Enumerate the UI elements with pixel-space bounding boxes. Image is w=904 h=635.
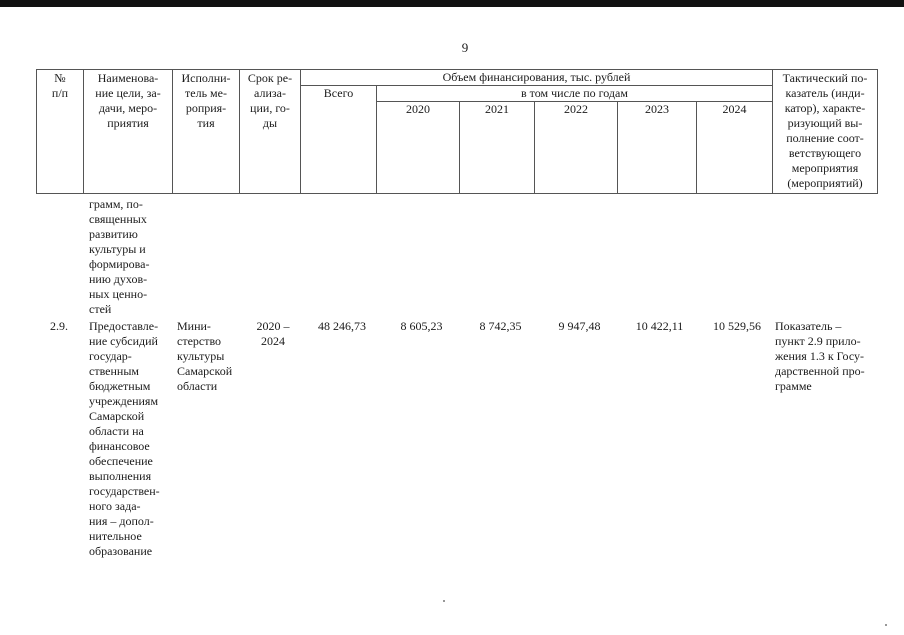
scan-speck: [885, 624, 887, 626]
row-number: 2.9.: [50, 319, 68, 333]
row-total: 48 246,73: [318, 319, 366, 333]
continuation-name-cell: грамм, по- священных развитию культуры и формирова- нию духов- ных ценно- стей: [89, 197, 150, 316]
row-indicator-cell: Показатель – пункт 2.9 прило- жения 1.3 к Госу- дарственной про- грамме: [775, 319, 865, 393]
header-year-2022: 2022: [535, 102, 618, 194]
row-value-2023: 10 422,11: [635, 319, 684, 333]
header-year-2024: 2024: [697, 102, 773, 194]
scan-speck: [443, 600, 445, 602]
row-value-2021: 8 742,35: [479, 319, 522, 333]
header-year-2023: 2023: [618, 102, 697, 194]
header-year-2020: 2020: [377, 102, 460, 194]
row-value-2020: 8 605,23: [400, 319, 443, 333]
header-period: Срок ре- ализа- ции, го- ды: [240, 70, 301, 194]
header-name: Наименова- ние цели, за- дачи, меро- приятия: [84, 70, 173, 194]
row-value-2024: 10 529,56: [713, 319, 761, 333]
table-header: [36, 69, 878, 194]
header-by-years: в том числе по годам: [377, 86, 773, 102]
header-funding: Объем финансирования, тыс. рублей: [301, 70, 773, 86]
header-indicator: Тактический по- казатель (инди- катор), характе- ризующий вы- полнение соот- ветствующего мероприятия (мероприятий): [773, 70, 878, 194]
scan-top-edge: [0, 0, 904, 7]
row-name-cell: Предоставле- ние субсидий государ- ственным бюджетным учреждениям Самарской области на финансовое обеспечение выполнения государствен- ного зада- ния – допол- нительное образование: [89, 319, 160, 558]
header-no: № п/п: [37, 70, 84, 194]
header-executor: Исполни- тель ме- роприя- тия: [173, 70, 240, 194]
header-year-2021: 2021: [460, 102, 535, 194]
row-period-cell: 2020 – 2024: [256, 319, 290, 348]
row-value-2022: 9 947,48: [558, 319, 601, 333]
row-executor-cell: Мини- стерство культуры Самарской области: [177, 319, 233, 393]
header-total: Всего: [301, 86, 377, 194]
page-number: 9: [461, 40, 469, 55]
